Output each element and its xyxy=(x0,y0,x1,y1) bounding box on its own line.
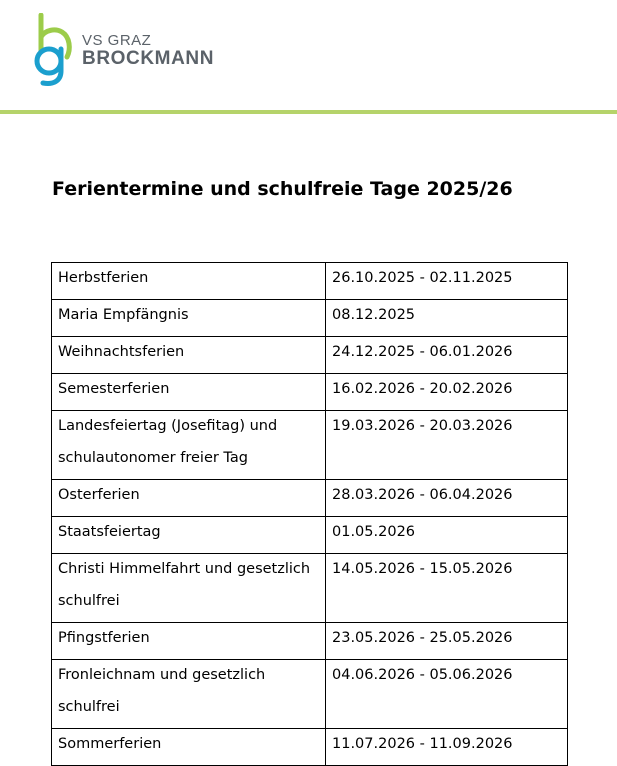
table-row xyxy=(52,729,568,766)
table-row xyxy=(52,480,568,517)
table-row xyxy=(52,411,568,480)
holiday-name: Christi Himmelfahrt und gesetzlich schulfrei xyxy=(58,561,311,609)
table-row xyxy=(52,374,568,411)
holiday-dates-cell xyxy=(326,411,568,480)
table-row xyxy=(52,554,568,623)
holiday-dates: 04.06.2026 - 05.06.2026 xyxy=(332,667,513,683)
holiday-name-cell xyxy=(52,517,326,554)
holiday-name-cell xyxy=(52,623,326,660)
holiday-dates: 28.03.2026 - 06.04.2026 xyxy=(332,487,513,503)
holiday-name: Staatsfeiertag xyxy=(58,524,161,540)
holiday-name: Fronleichnam und gesetzlich schulfrei xyxy=(58,667,266,715)
school-name-line2: BROCKMANN xyxy=(82,48,215,69)
holiday-name-cell xyxy=(52,300,326,337)
holiday-dates-cell xyxy=(326,660,568,729)
table-row xyxy=(52,517,568,554)
school-name-line1: VS GRAZ xyxy=(82,32,152,49)
holiday-dates: 16.02.2026 - 20.02.2026 xyxy=(332,381,513,397)
holiday-table xyxy=(51,262,568,766)
holiday-dates-cell xyxy=(326,263,568,300)
holiday-name: Sommerferien xyxy=(58,736,162,752)
holiday-dates: 23.05.2026 - 25.05.2026 xyxy=(332,630,513,646)
holiday-name-cell xyxy=(52,660,326,729)
holiday-dates-cell xyxy=(326,337,568,374)
holiday-name: Pfingstferien xyxy=(58,630,150,646)
holiday-name: Maria Empfängnis xyxy=(58,307,189,323)
holiday-dates: 14.05.2026 - 15.05.2026 xyxy=(332,561,513,577)
table-row xyxy=(52,300,568,337)
table-row xyxy=(52,263,568,300)
holiday-dates-cell xyxy=(326,480,568,517)
table-row xyxy=(52,337,568,374)
holiday-dates-cell xyxy=(326,623,568,660)
school-logo-icon xyxy=(31,13,77,87)
holiday-dates: 08.12.2025 xyxy=(332,307,416,323)
holiday-name: Landesfeiertag (Josefitag) und schulautonomer freier Tag xyxy=(58,418,278,466)
holiday-dates-cell xyxy=(326,554,568,623)
holiday-dates: 11.07.2026 - 11.09.2026 xyxy=(332,736,513,752)
holiday-dates: 01.05.2026 xyxy=(332,524,416,540)
holiday-name: Semesterferien xyxy=(58,381,170,397)
page-title: Ferientermine und schulfreie Tage 2025/26 xyxy=(52,178,513,200)
holiday-name-cell xyxy=(52,729,326,766)
holiday-name-cell xyxy=(52,263,326,300)
holiday-dates: 24.12.2025 - 06.01.2026 xyxy=(332,344,513,360)
holiday-dates: 26.10.2025 - 02.11.2025 xyxy=(332,270,513,286)
header-divider xyxy=(0,110,617,114)
school-name xyxy=(82,33,214,69)
holiday-name: Weihnachtsferien xyxy=(58,344,185,360)
holiday-name-cell xyxy=(52,337,326,374)
holiday-name-cell xyxy=(52,374,326,411)
holiday-name-cell xyxy=(52,480,326,517)
holiday-name: Osterferien xyxy=(58,487,140,503)
holiday-name-cell xyxy=(52,554,326,623)
holiday-name-cell xyxy=(52,411,326,480)
holiday-name: Herbstferien xyxy=(58,270,149,286)
page-header xyxy=(0,0,617,116)
holiday-dates-cell xyxy=(326,300,568,337)
holiday-dates-cell xyxy=(326,729,568,766)
holiday-dates: 19.03.2026 - 20.03.2026 xyxy=(332,418,513,434)
holiday-dates-cell xyxy=(326,374,568,411)
holiday-dates-cell xyxy=(326,517,568,554)
table-row xyxy=(52,623,568,660)
table-row xyxy=(52,660,568,729)
